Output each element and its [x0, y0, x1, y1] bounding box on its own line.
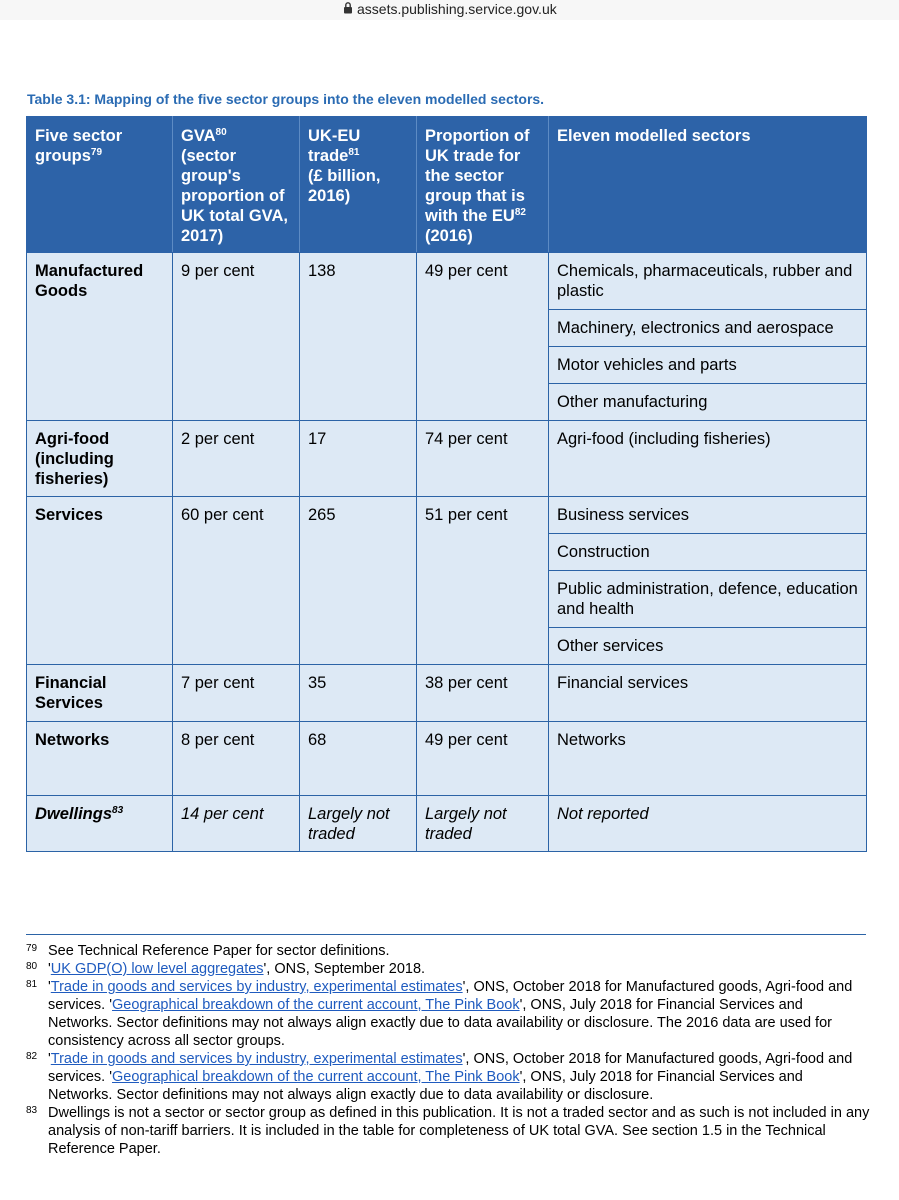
header-five-sector-groups: Five sector groups$^{79}$: [27, 117, 173, 253]
gva-cell: 8 per cent: [173, 722, 300, 796]
group-agri-food: Agri-food (including fisheries): [27, 421, 173, 497]
table-row: [27, 421, 867, 497]
sector-cell: Chemicals, pharmaceuticals, rubber and plastic: [549, 253, 867, 310]
trade-cell: Largely not traded: [300, 796, 417, 852]
proportion-cell: 74 per cent: [417, 421, 549, 497]
gva-cell: 2 per cent: [173, 421, 300, 497]
group-financial-services: Financial Services: [27, 665, 173, 722]
link-uk-gdp-o[interactable]: UK GDP(O) low level aggregates: [50, 961, 264, 977]
header-row: [27, 117, 867, 253]
gva-cell: 7 per cent: [173, 665, 300, 722]
trade-cell: 265: [300, 497, 417, 665]
header-uk-eu-trade: UK-EU trade$^{81}$ (£ billion, 2016): [300, 117, 417, 253]
sector-cell: Business services: [549, 497, 867, 534]
gva-cell: 60 per cent: [173, 497, 300, 665]
trade-cell: 68: [300, 722, 417, 796]
sector-cell: Motor vehicles and parts: [549, 347, 867, 384]
sector-cell: Other services: [549, 628, 867, 665]
header-proportion-eu: Proportion of UK trade for the sector group that is with the EU$^{82}$ (2016): [417, 117, 549, 253]
table-title: Table 3.1: Mapping of the five sector groups into the eleven modelled sectors.: [27, 91, 545, 107]
link-pink-book[interactable]: Geographical breakdown of the current account, The Pink Book: [112, 997, 520, 1013]
lock-icon: [343, 1, 353, 17]
sector-cell: Not reported: [549, 796, 867, 852]
link-pink-book[interactable]: Geographical breakdown of the current account, The Pink Book: [112, 1069, 520, 1085]
table-row: [27, 722, 867, 796]
link-trade-by-industry[interactable]: Trade in goods and services by industry, experimental estimates: [50, 979, 463, 995]
footnote-80: 80 'UK GDP(O) low level aggregates', ONS, September 2018.: [26, 961, 426, 977]
table-row: [27, 796, 867, 852]
sector-cell: Machinery, electronics and aerospace: [549, 310, 867, 347]
footnote-divider: [26, 934, 866, 935]
url-text: assets.publishing.service.gov.uk: [357, 1, 557, 17]
table-row: [27, 253, 867, 310]
gva-cell: 9 per cent: [173, 253, 300, 421]
sector-mapping-table: [26, 116, 867, 852]
proportion-cell: Largely not traded: [417, 796, 549, 852]
group-dwellings: Dwellings$^{83}$: [27, 796, 173, 852]
proportion-cell: 38 per cent: [417, 665, 549, 722]
proportion-cell: 49 per cent: [417, 253, 549, 421]
footnote-79: 79 See Technical Reference Paper for sector definitions.: [26, 943, 390, 959]
group-networks: Networks: [27, 722, 173, 796]
sector-cell: Public administration, defence, education and health: [549, 571, 867, 628]
sector-cell: Agri-food (including fisheries): [549, 421, 867, 497]
header-eleven-modelled-sectors: Eleven modelled sectors: [549, 117, 867, 253]
group-manufactured-goods: Manufactured Goods: [27, 253, 173, 421]
sector-cell: Networks: [549, 722, 867, 796]
group-services: Services: [27, 497, 173, 665]
footnote-83: 83 Dwellings is not a sector or sector group as defined in this publication. It is not a traded sector and as such is not included in any analysis of non-tariff barriers. It is included in the table for completeness of UK total GVA. See section 1.5 in the Technical Reference Paper.: [26, 1105, 870, 1157]
browser-url-bar[interactable]: [0, 0, 899, 20]
header-gva: GVA$^{80}$ (sector group's proportion of UK total GVA, 2017): [173, 117, 300, 253]
gva-cell: 14 per cent: [173, 796, 300, 852]
proportion-cell: 51 per cent: [417, 497, 549, 665]
table-row: [27, 665, 867, 722]
footnote-82: 82 'Trade in goods and services by industry, experimental estimates', ONS, October 2018 for Manufactured goods, Agri-food and services. 'Geographical breakdown of the current account, The Pink Book', ONS, July 2018 for Financial Services and Networks. Sector definitions may not always align exactly due to data availability or disclosure.: [26, 1051, 853, 1103]
sector-cell: Financial services: [549, 665, 867, 722]
trade-cell: 138: [300, 253, 417, 421]
proportion-cell: 49 per cent: [417, 722, 549, 796]
sector-cell: Construction: [549, 534, 867, 571]
trade-cell: 35: [300, 665, 417, 722]
sector-cell: Other manufacturing: [549, 384, 867, 421]
footnote-81: 81 'Trade in goods and services by industry, experimental estimates', ONS, October 2018 for Manufactured goods, Agri-food and services. 'Geographical breakdown of the current account, The Pink Book', ONS, July 2018 for Financial Services and Networks. Sector definitions may not always align exactly due to data availability or disclosure. The 2016 data are used for consistency across all sector groups.: [26, 979, 853, 1049]
trade-cell: 17: [300, 421, 417, 497]
link-trade-by-industry[interactable]: Trade in goods and services by industry, experimental estimates: [50, 1051, 463, 1067]
footnotes: [26, 942, 871, 1158]
table-row: [27, 497, 867, 534]
